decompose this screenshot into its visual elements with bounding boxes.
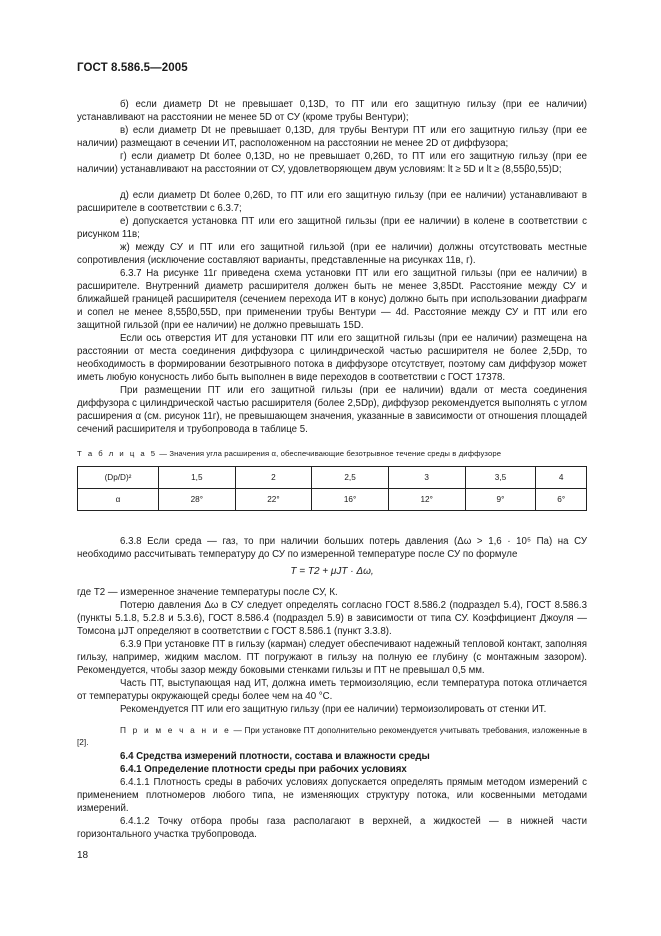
ratio-header-cell: (Dp/D)²: [78, 467, 159, 489]
paragraph-e: е) допускается установка ПТ или его защитной гильзы (при ее наличии) в колене в соответствии с рисунком 11в;: [77, 216, 587, 241]
document-header: ГОСТ 8.586.5—2005: [77, 62, 188, 74]
ratio-cell: 2,5: [312, 467, 389, 489]
ratio-cell: 3: [388, 467, 465, 489]
angle-cell: 22°: [235, 489, 312, 511]
paragraph-6-4-1-2: 6.4.1.2 Точку отбора пробы газа располагают в верхней, а жидкостей — в нижней части горизонтального участка трубопровода.: [77, 816, 587, 841]
paragraph-axis: Если ось отверстия ИТ для установки ПТ или его защитной гильзы (при ее наличии) размещена на расстоянии от места соединения диффузора с цилиндрической частью расширителя не более 2,5Dp, то необходимость в формировании безотрывного потока в диффузоре отсутствует, поэтому сам диффузор может иметь любую конусность либо быть выполнен в виде переходов в соответствии с ГОСТ 17378.: [77, 333, 587, 384]
paragraph-placement: При размещении ПТ или его защитной гильзы (при ее наличии) вдали от места соединения диффузора с цилиндрической частью расширителя (более 2,5Dp), диффузор рекомендуется выполнять с углом расширения α (см. рисунок 11г), не превышающем значения, указанные в зависимости от отношения площадей сечений расширителя и трубопровода в таблице 5.: [77, 385, 587, 436]
paragraph-pressure-loss: Потерю давления Δω в СУ следует определять согласно ГОСТ 8.586.2 (подраздел 5.4), ГОСТ 8.586.3 (пункты 5.1.8, 5.2.8 и 5.3.6), ГОСТ 8.586.4 (подраздел 5.9) в зависимости от типа СУ. Коэффициент Джоуля —Томсона μJT определяют в соответствии с ГОСТ 8.586.1 (пункт 3.3.8).: [77, 600, 587, 638]
paragraph-6-3-9: 6.3.9 При установке ПТ в гильзу (карман) следует обеспечивают надежный тепловой контакт, заполняя гильзу, например, жидким маслом. ПТ погружают в гильзу на полную ее глубину (с монтажным зазором). Рекомендуется, чтобы зазор между боковыми стенками гильзы и ПТ не превышал 0,5 мм.: [77, 639, 587, 677]
paragraph-zh: ж) между СУ и ПТ или его защитной гильзой (при ее наличии) должны отсутствовать местные сопротивления (исключение составляют варианты, представленные на рисунках 11в, г).: [77, 242, 587, 267]
temperature-formula: [77, 566, 587, 577]
angle-cell: 12°: [388, 489, 465, 511]
paragraph-where: где T2 — измеренное значение температуры после СУ, К.: [77, 587, 338, 598]
paragraph-b: б) если диаметр Dt не превышает 0,13D, то ПТ или его защитную гильзу (при ее наличии) устанавливают на расстоянии не менее 5D от СУ (кроме трубы Вентури);: [77, 99, 587, 124]
table-5: [77, 466, 587, 511]
angle-header-cell: α: [78, 489, 159, 511]
paragraph-insulation: Часть ПТ, выступающая над ИТ, должна иметь термоизоляцию, если температура потока отличается от температуры окружающей среды более чем на 40 °С.: [77, 678, 587, 703]
ratio-cell: 4: [536, 467, 587, 489]
table-row-angle: [78, 489, 587, 511]
angle-cell: 6°: [536, 489, 587, 511]
paragraph-d: д) если диаметр Dt более 0,26D, то ПТ или его защитную гильзу (при ее наличии) устанавливают в расширителе в соответствии с 6.3.7;: [77, 190, 587, 215]
table-caption: [77, 449, 597, 458]
angle-cell: 16°: [312, 489, 389, 511]
paragraph-g: г) если диаметр Dt более 0,13D, но не превышает 0,26D, то ПТ или его защитную гильзу (при ее наличии) устанавливают на расстоянии от СУ, удовлетворяющем двум условиям: lt ≥ 5D и lt ≥ (8,55β0,55)D;: [77, 151, 587, 176]
paragraph-6-3-7: 6.3.7 На рисунке 11г приведена схема установки ПТ или его защитной гильзы (при ее наличии) в расширителе. Внутренний диаметр расширителя должен быть не менее 3,85Dt. Расстояние между СУ и ближайшей границей расширителя (сечением перехода ИТ в конус) должно быть при использовании диафрагм и сопел не менее 8,55β0,55D, при применении трубы Вентури — 4d. Расстояние между СУ и ПТ или его защитной гильзой (при ее наличии) не должно превышать 15D.: [77, 268, 587, 332]
formula-text: T = T2 + μJT · Δω,: [290, 566, 374, 577]
heading-6-4-1: 6.4.1 Определение плотности среды при рабочих условиях: [120, 764, 407, 775]
page-number: 18: [77, 850, 89, 861]
paragraph-6-4-1-1: 6.4.1.1 Плотность среды в рабочих условиях допускается определять прямым методом измерений с применением плотномеров любого типа, не изменяющих структуру потока, или косвенными методами измерений.: [77, 777, 587, 815]
paragraph-recommend: Рекомендуется ПТ или его защитную гильзу (при ее наличии) термоизолировать от стенки ИТ.: [120, 704, 547, 715]
table-caption-label: Т а б л и ц а 5: [77, 449, 158, 458]
ratio-cell: 3,5: [465, 467, 536, 489]
table-row-ratio: [78, 467, 587, 489]
paragraph-v: в) если диаметр Dt не превышает 0,13D, для трубы Вентури ПТ или его защитную гильзу (при ее наличии) размещают в сечении ИТ, расположенном на расстоянии не менее 2D от диффузора;: [77, 125, 587, 150]
note-text: — При установке ПТ дополнительно рекомендуется учитывать требования, изложенные в [2].: [77, 725, 587, 747]
angle-cell: 28°: [159, 489, 236, 511]
paragraph-6-3-8: 6.3.8 Если среда — газ, то при наличии больших потерь давления (Δω > 1,6 · 10⁵ Па) на СУ необходимо рассчитывать температуру до СУ по измеренной температуре после СУ по формуле: [77, 536, 587, 561]
note: [77, 724, 587, 748]
ratio-cell: 2: [235, 467, 312, 489]
table-caption-text: — Значения угла расширения α, обеспечивающие безотрывное течение среды в диффузоре: [157, 449, 502, 458]
heading-6-4: 6.4 Средства измерений плотности, состава и влажности среды: [120, 751, 430, 762]
angle-cell: 9°: [465, 489, 536, 511]
note-label: П р и м е ч а н и е: [120, 725, 231, 735]
ratio-cell: 1,5: [159, 467, 236, 489]
